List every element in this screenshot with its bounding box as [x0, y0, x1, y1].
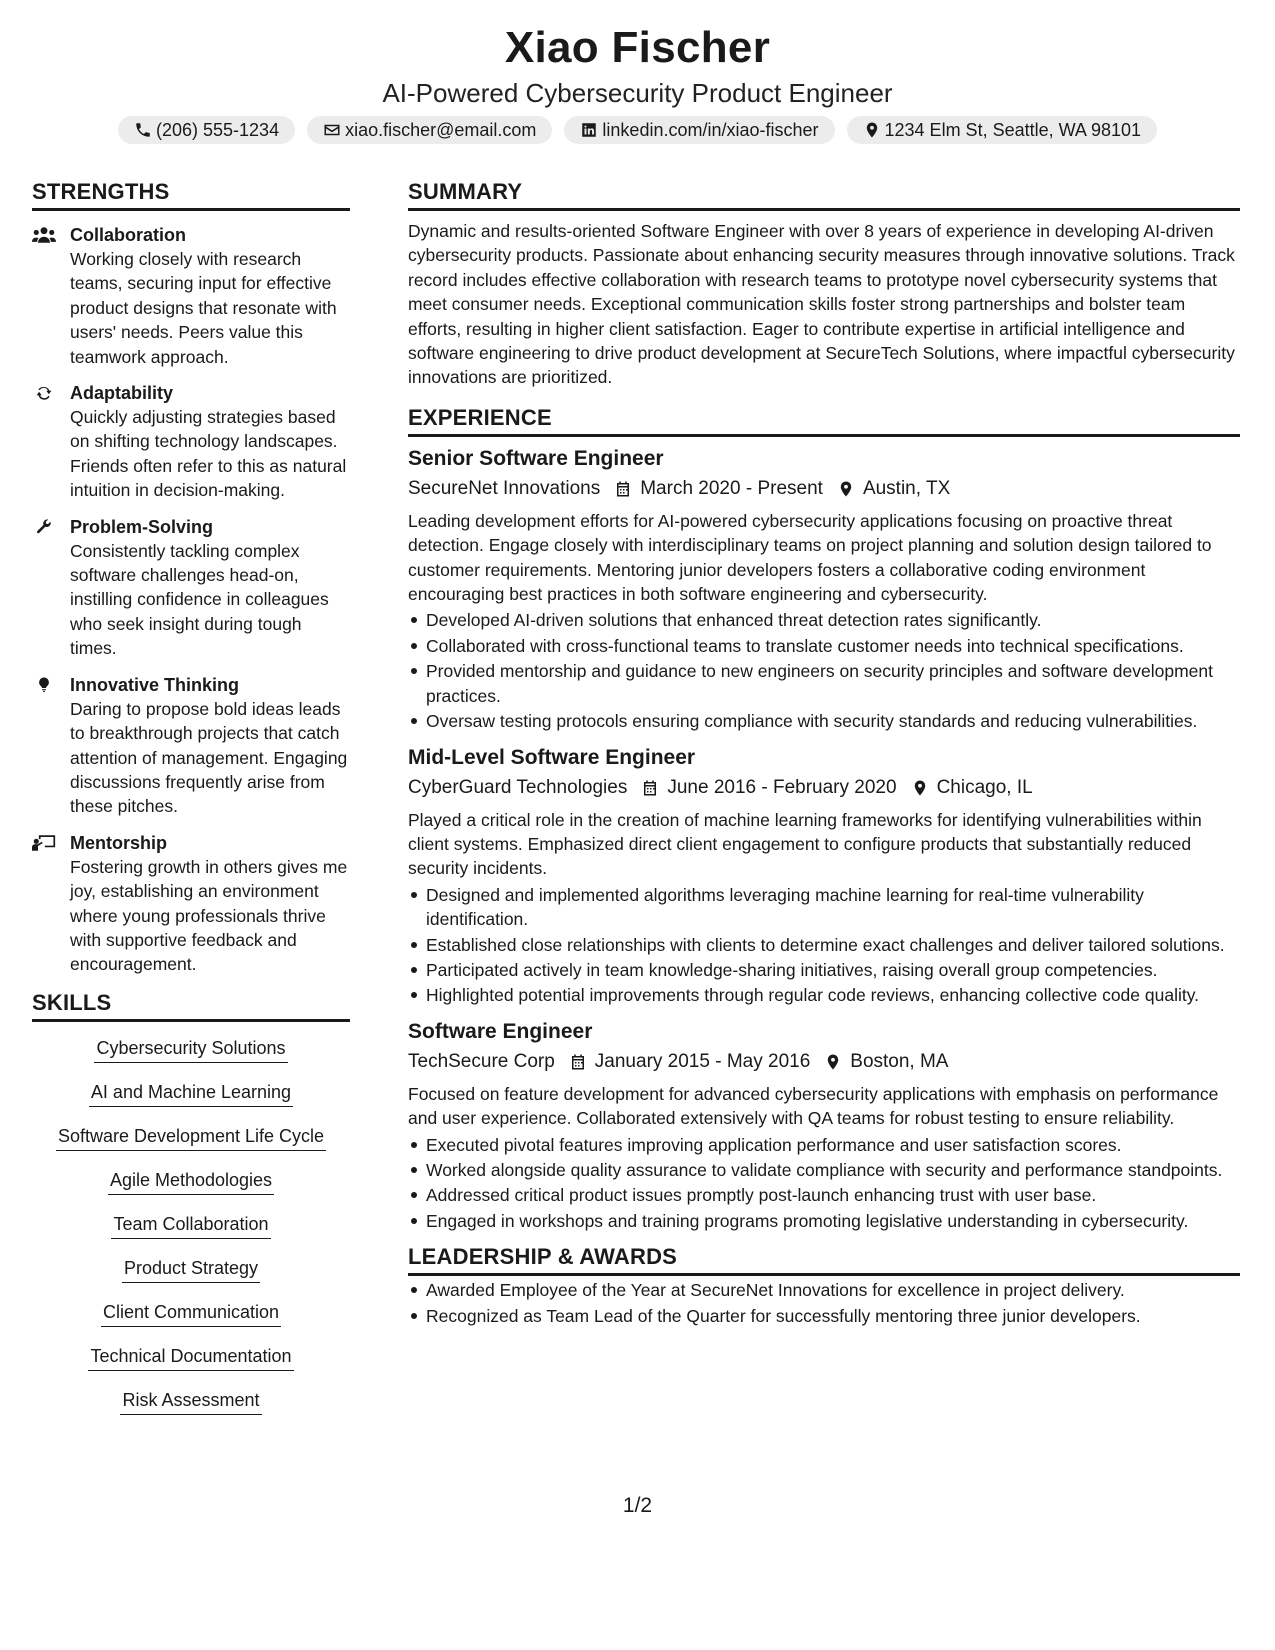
strength-desc: Consistently tackling complex software challenges head-on, instilling confidence in colleagues who seek insight during tough times. — [70, 540, 329, 659]
job-bullet: Engaged in workshops and training programs promoting legislative understanding in cybersecurity. — [408, 1209, 1240, 1233]
strength-item — [32, 515, 350, 661]
job-company: SecureNet Innovations — [408, 477, 601, 499]
job-bullet: Highlighted potential improvements through regular code reviews, enhancing collective code quality. — [408, 983, 1240, 1007]
wrench-icon — [32, 518, 56, 536]
skill-item: Technical Documentation — [88, 1344, 293, 1371]
job-meta — [408, 475, 1240, 503]
strengths-list — [32, 223, 350, 977]
job-description: Leading development efforts for AI-powered cybersecurity applications focusing on proactive threat detection. Engage closely with interdisciplinary teams on project planning and solution design tailored to customer requirements. Mentoring junior developers fosters a collaborative coding environment encouraging best practices in both software engineering and cybersecurity. — [408, 510, 1212, 605]
awards-list — [408, 1278, 1240, 1328]
awards-heading: LEADERSHIP & AWARDS — [408, 1243, 1240, 1276]
strength-item — [32, 673, 350, 819]
skills-list — [32, 1036, 350, 1415]
job-company: TechSecure Corp — [408, 1050, 555, 1072]
job-meta — [408, 1048, 1240, 1076]
right-column — [408, 178, 1240, 1432]
lightbulb-icon — [32, 676, 56, 694]
job-dates: June 2016 - February 2020 — [667, 776, 897, 798]
job-bullet: Provided mentorship and guidance to new engineers on security principles and software development practices. — [408, 659, 1240, 708]
map-pin-icon — [837, 480, 855, 498]
award-item: Recognized as Team Lead of the Quarter for successfully mentoring three junior developers. — [408, 1304, 1240, 1328]
calendar-icon — [641, 779, 659, 797]
experience-heading: EXPERIENCE — [408, 404, 1240, 437]
job-entry — [408, 445, 1240, 734]
strength-name: Collaboration — [70, 225, 186, 245]
resume-body — [32, 178, 1243, 1432]
job-bullets — [408, 608, 1240, 733]
skill-item: Agile Methodologies — [108, 1168, 274, 1195]
strength-desc: Working closely with research teams, securing input for effective product designs that resonate with users' needs. Peers value this teamwork approach. — [70, 249, 337, 367]
job-company: CyberGuard Technologies — [408, 776, 628, 798]
job-bullets — [408, 883, 1240, 1008]
job-location: Chicago, IL — [936, 776, 1033, 798]
job-bullet: Participated actively in team knowledge-sharing initiatives, raising overall group competencies. — [408, 958, 1240, 982]
job-bullet: Worked alongside quality assurance to validate compliance with security and performance standpoints. — [408, 1158, 1240, 1182]
left-column — [32, 178, 350, 1432]
job-description: Played a critical role in the creation of machine learning frameworks for identifying vulnerabilities within client systems. Emphasized direct client engagement to configure products that substantially reduced security incidents. — [408, 809, 1202, 879]
job-bullet: Collaborated with cross-functional teams to translate customer needs into technical specifications. — [408, 634, 1240, 658]
skill-item: Client Communication — [101, 1300, 281, 1327]
skill-item: AI and Machine Learning — [89, 1080, 293, 1107]
chalkboard-teacher-icon — [32, 834, 56, 852]
calendar-icon — [614, 480, 632, 498]
job-description: Focused on feature development for advanced cybersecurity applications with emphasis on performance and user experience. Collaborated extensively with QA teams for robust testing to ensure reliability. — [408, 1083, 1219, 1129]
calendar-icon — [569, 1053, 587, 1071]
resume-header — [0, 0, 1275, 144]
linkedin-icon — [580, 121, 598, 139]
job-bullet: Designed and implemented algorithms leveraging machine learning for real-time vulnerability identification. — [408, 883, 1240, 932]
skill-item: Product Strategy — [122, 1256, 260, 1283]
strengths-heading: STRENGTHS — [32, 178, 350, 211]
job-entry — [408, 744, 1240, 1008]
job-title: Mid-Level Software Engineer — [408, 745, 696, 769]
job-dates: March 2020 - Present — [640, 477, 823, 499]
job-bullet: Addressed critical product issues promptly post-launch enhancing trust with user base. — [408, 1183, 1240, 1207]
contact-address-text: 1234 Elm St, Seattle, WA 98101 — [884, 120, 1141, 140]
strength-item — [32, 223, 350, 369]
sync-icon — [32, 384, 56, 402]
skill-item: Software Development Life Cycle — [56, 1124, 326, 1151]
phone-icon — [134, 121, 152, 139]
summary-text: Dynamic and results-oriented Software Engineer with over 8 years of experience in developing AI-driven cybersecurity products. Passionate about enhancing security measures through innovative solutions. Track record includes effective collaboration with research teams to prototype novel cybersecurity systems that meet consumer needs. Exceptional communication skills foster strong partnerships and bolster team efforts, resulting in higher client satisfaction. Eager to contribute expertise in artificial intelligence and software engineering to drive product development at SecureTech Solutions, where impactful cybersecurity innovations are prioritized. — [408, 221, 1235, 388]
skill-item: Cybersecurity Solutions — [94, 1036, 287, 1063]
envelope-icon — [323, 121, 341, 139]
map-pin-icon — [911, 779, 929, 797]
contact-bar — [0, 116, 1275, 144]
job-bullet: Established close relationships with clients to determine exact challenges and deliver tailored solutions. — [408, 933, 1240, 957]
contact-linkedin-text: linkedin.com/in/xiao-fischer — [602, 120, 819, 140]
strength-item — [32, 831, 350, 977]
contact-phone-text: (206) 555-1234 — [155, 120, 280, 140]
strength-desc: Quickly adjusting strategies based on shifting technology landscapes. Friends often refer to this as natural intuition in decision-making. — [70, 407, 347, 501]
contact-phone[interactable] — [118, 116, 295, 144]
users-icon — [32, 226, 56, 244]
summary-heading: SUMMARY — [408, 178, 1240, 211]
contact-address — [847, 116, 1157, 144]
strength-name: Mentorship — [70, 832, 167, 853]
job-entry — [408, 1018, 1240, 1233]
skill-item: Team Collaboration — [111, 1212, 270, 1239]
contact-email-text: xiao.fischer@email.com — [345, 120, 537, 140]
map-pin-icon — [824, 1053, 842, 1071]
strength-desc: Fostering growth in others gives me joy, establishing an environment where young professionals thrive with supportive feedback and encouragement. — [70, 856, 348, 975]
job-bullet: Oversaw testing protocols ensuring compliance with security standards and reducing vulnerabilities. — [408, 709, 1240, 733]
job-bullet: Executed pivotal features improving application performance and user satisfaction scores. — [408, 1133, 1240, 1157]
candidate-name: Xiao Fischer — [504, 23, 771, 72]
candidate-title: AI-Powered Cybersecurity Product Engineer — [382, 78, 893, 108]
strength-name: Problem-Solving — [70, 516, 214, 537]
strength-name: Adaptability — [70, 383, 174, 404]
map-pin-icon — [863, 121, 881, 139]
contact-email[interactable] — [307, 116, 552, 144]
job-title: Software Engineer — [408, 1019, 593, 1043]
skill-item: Risk Assessment — [120, 1388, 261, 1415]
page-number: 1/2 — [622, 1494, 653, 1517]
job-location: Boston, MA — [850, 1050, 949, 1072]
job-bullet: Developed AI-driven solutions that enhanced threat detection rates significantly. — [408, 608, 1240, 632]
job-location: Austin, TX — [862, 477, 951, 499]
job-title: Senior Software Engineer — [408, 446, 664, 470]
award-item: Awarded Employee of the Year at SecureNet Innovations for excellence in project delivery. — [408, 1278, 1240, 1302]
contact-linkedin[interactable] — [564, 116, 834, 144]
skills-heading: SKILLS — [32, 989, 350, 1022]
strength-name: Innovative Thinking — [70, 674, 240, 695]
strength-desc: Daring to propose bold ideas leads to breakthrough projects that catch attention of management. Engaging discussions frequently arise from these pitches. — [70, 698, 348, 817]
job-dates: January 2015 - May 2016 — [594, 1050, 811, 1072]
job-bullets — [408, 1133, 1240, 1234]
strength-item — [32, 381, 350, 503]
job-meta — [408, 774, 1240, 802]
